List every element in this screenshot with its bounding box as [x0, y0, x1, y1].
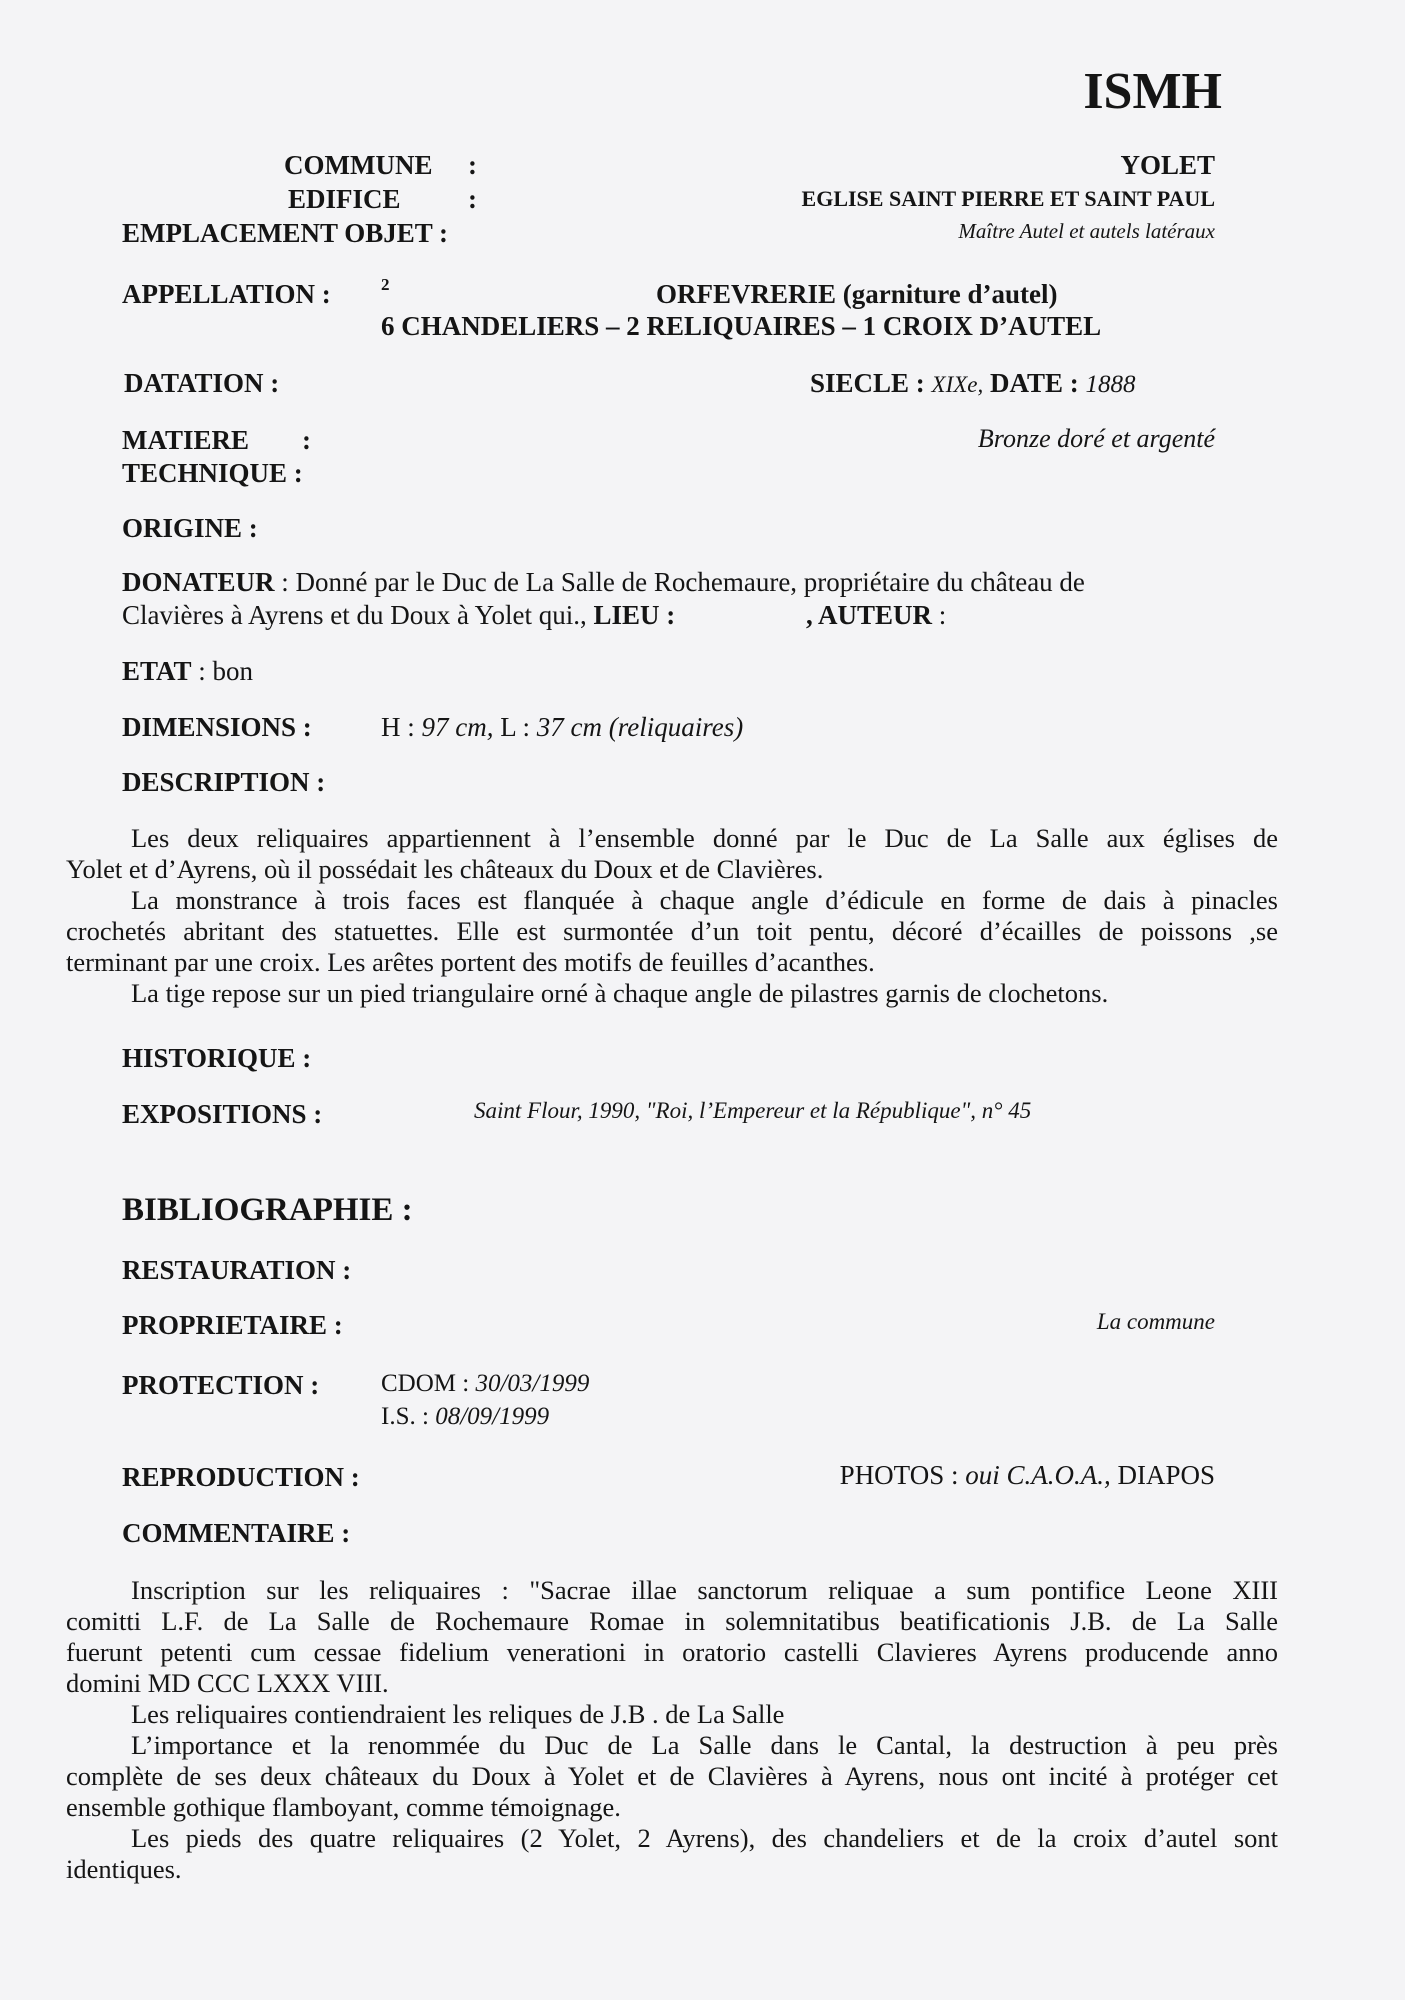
- commune-colon: :: [468, 150, 477, 180]
- proprietaire-label: PROPRIETAIRE :: [122, 1310, 343, 1340]
- date-value: 1888: [1085, 371, 1136, 398]
- is-value: 08/09/1999: [435, 1403, 550, 1430]
- donateur-line1: [122, 567, 1085, 598]
- commune-value: YOLET: [1120, 150, 1215, 180]
- emplacement-label: EMPLACEMENT OBJET :: [122, 218, 449, 248]
- appellation-note: 2: [381, 275, 390, 294]
- reproduction-values: [840, 1460, 1215, 1491]
- description-line: Les deux reliquaires appartiennent à l’ensemble donné par le Duc de La Salle aux églises de: [131, 823, 1278, 853]
- etat-label: ETAT: [122, 656, 192, 686]
- commentaire-label: COMMENTAIRE :: [122, 1518, 351, 1548]
- photos-value: oui C.A.O.A.,: [965, 1460, 1111, 1490]
- emplacement-value: Maître Autel et autels latéraux: [958, 219, 1215, 243]
- dimension-l-value: 37 cm (reliquaires): [536, 712, 744, 742]
- expositions-value: Saint Flour, 1990, "Roi, l’Empereur et la République", n° 45: [474, 1098, 1032, 1123]
- date-label: DATE :: [990, 368, 1079, 398]
- siecle-value: XIXe,: [931, 372, 984, 397]
- description-text: [66, 823, 1278, 1009]
- donateur-line2: [122, 600, 675, 631]
- bibliographie-label: BIBLIOGRAPHIE :: [122, 1192, 413, 1228]
- dimension-h-value: 97 cm,: [421, 712, 494, 742]
- protection-cdom: [381, 1370, 589, 1398]
- appellation-line1: ORFEVRERIE (garniture d’autel): [656, 279, 1058, 309]
- auteur-sep: :: [932, 600, 947, 630]
- appellation-label: APPELLATION :: [122, 279, 331, 309]
- description-label: DESCRIPTION :: [122, 767, 326, 797]
- is-label: I.S. :: [381, 1403, 429, 1430]
- siecle-label: SIECLE :: [810, 368, 925, 398]
- description-line: La tige repose sur un pied triangulaire orné à chaque angle de pilastres garnis de clochetons.: [131, 978, 1109, 1008]
- description-line: crochetés abritant des statuettes. Elle est surmontée d’un toit pentu, décoré d’écailles de poissons ,se: [66, 916, 1278, 946]
- commune-label: COMMUNE: [284, 150, 433, 180]
- commentaire-line: fuerunt petenti cum cessae fidelium venerationi in oratorio castelli Clavieres Ayrens producende anno: [66, 1637, 1278, 1667]
- commentaire-text: [66, 1575, 1278, 1885]
- commentaire-line: comitti L.F. de La Salle de Rochemaure Romae in solemnitatibus beatificationis J.B. de La Salle: [66, 1606, 1278, 1636]
- origine-label: ORIGINE :: [122, 513, 258, 543]
- etat: [122, 656, 253, 687]
- commentaire-line: identiques.: [66, 1854, 182, 1884]
- matiere-value: Bronze doré et argenté: [977, 424, 1215, 453]
- restauration-label: RESTAURATION :: [122, 1255, 352, 1285]
- document-code: ISMH: [1083, 63, 1222, 120]
- datation-values: [810, 368, 1136, 399]
- protection-label: PROTECTION :: [122, 1370, 320, 1400]
- commentaire-line: Les pieds des quatre reliquaires (2 Yolet, 2 Ayrens), des chandeliers et de la croix d’autel sont: [131, 1823, 1278, 1853]
- edifice-value: EGLISE SAINT PIERRE ET SAINT PAUL: [801, 186, 1215, 211]
- protection-is: [381, 1403, 549, 1431]
- commentaire-line: L’importance et la renommée du Duc de La Salle dans le Cantal, la destruction à peu près: [131, 1730, 1278, 1760]
- dimensions-values: [381, 712, 743, 743]
- donateur-text2: Clavières à Ayrens et du Doux à Yolet qui.,: [122, 600, 587, 630]
- technique-label: TECHNIQUE :: [122, 458, 303, 488]
- commentaire-line: Les reliquaires contiendraient les reliques de J.B . de La Salle: [131, 1699, 785, 1729]
- commentaire-line: Inscription sur les reliquaires : "Sacrae illae sanctorum reliquae a sum pontifice Leone XIII: [131, 1575, 1278, 1605]
- dimension-l-label: L :: [500, 712, 530, 742]
- reproduction-label: REPRODUCTION :: [122, 1462, 360, 1492]
- auteur-label: , AUTEUR: [806, 600, 933, 630]
- proprietaire-value: La commune: [1096, 1309, 1215, 1334]
- diapos: DIAPOS: [1117, 1460, 1215, 1490]
- photos-label: PHOTOS :: [839, 1460, 959, 1490]
- datation-label: DATATION :: [124, 368, 280, 398]
- description-line: Yolet et d’Ayrens, où il possédait les châteaux du Doux et de Clavières.: [66, 854, 824, 884]
- dimensions-label: DIMENSIONS :: [122, 712, 312, 742]
- edifice-label: EDIFICE: [288, 184, 401, 214]
- historique-label: HISTORIQUE :: [122, 1043, 312, 1073]
- donateur-text1: : Donné par le Duc de La Salle de Rochemaure, propriétaire du château de: [274, 567, 1085, 597]
- dimension-h-label: H :: [381, 712, 415, 742]
- cdom-label: CDOM :: [381, 1370, 470, 1397]
- etat-value: : bon: [191, 656, 254, 686]
- commentaire-line: ensemble gothique flamboyant, comme témoignage.: [66, 1792, 621, 1822]
- description-line: La monstrance à trois faces est flanquée à chaque angle d’édicule en forme de dais à pinacles: [131, 885, 1278, 915]
- appellation-line2: 6 CHANDELIERS – 2 RELIQUAIRES – 1 CROIX D’AUTEL: [381, 311, 1102, 341]
- lieu-label: LIEU :: [593, 600, 676, 630]
- donateur-label: DONATEUR: [122, 567, 275, 597]
- matiere-colon: :: [302, 425, 311, 455]
- matiere-label: MATIERE: [122, 425, 250, 455]
- expositions-label: EXPOSITIONS :: [122, 1099, 323, 1129]
- cdom-value: 30/03/1999: [475, 1370, 590, 1397]
- description-line: terminant par une croix. Les arêtes portent des motifs de feuilles d’acanthes.: [66, 947, 875, 977]
- edifice-colon: :: [468, 184, 477, 214]
- auteur: [806, 600, 946, 631]
- commentaire-line: complète de ses deux châteaux du Doux à Yolet et de Clavières à Ayrens, nous ont incité à protéger cet: [66, 1761, 1278, 1791]
- commentaire-line: domini MD CCC LXXX VIII.: [66, 1668, 389, 1698]
